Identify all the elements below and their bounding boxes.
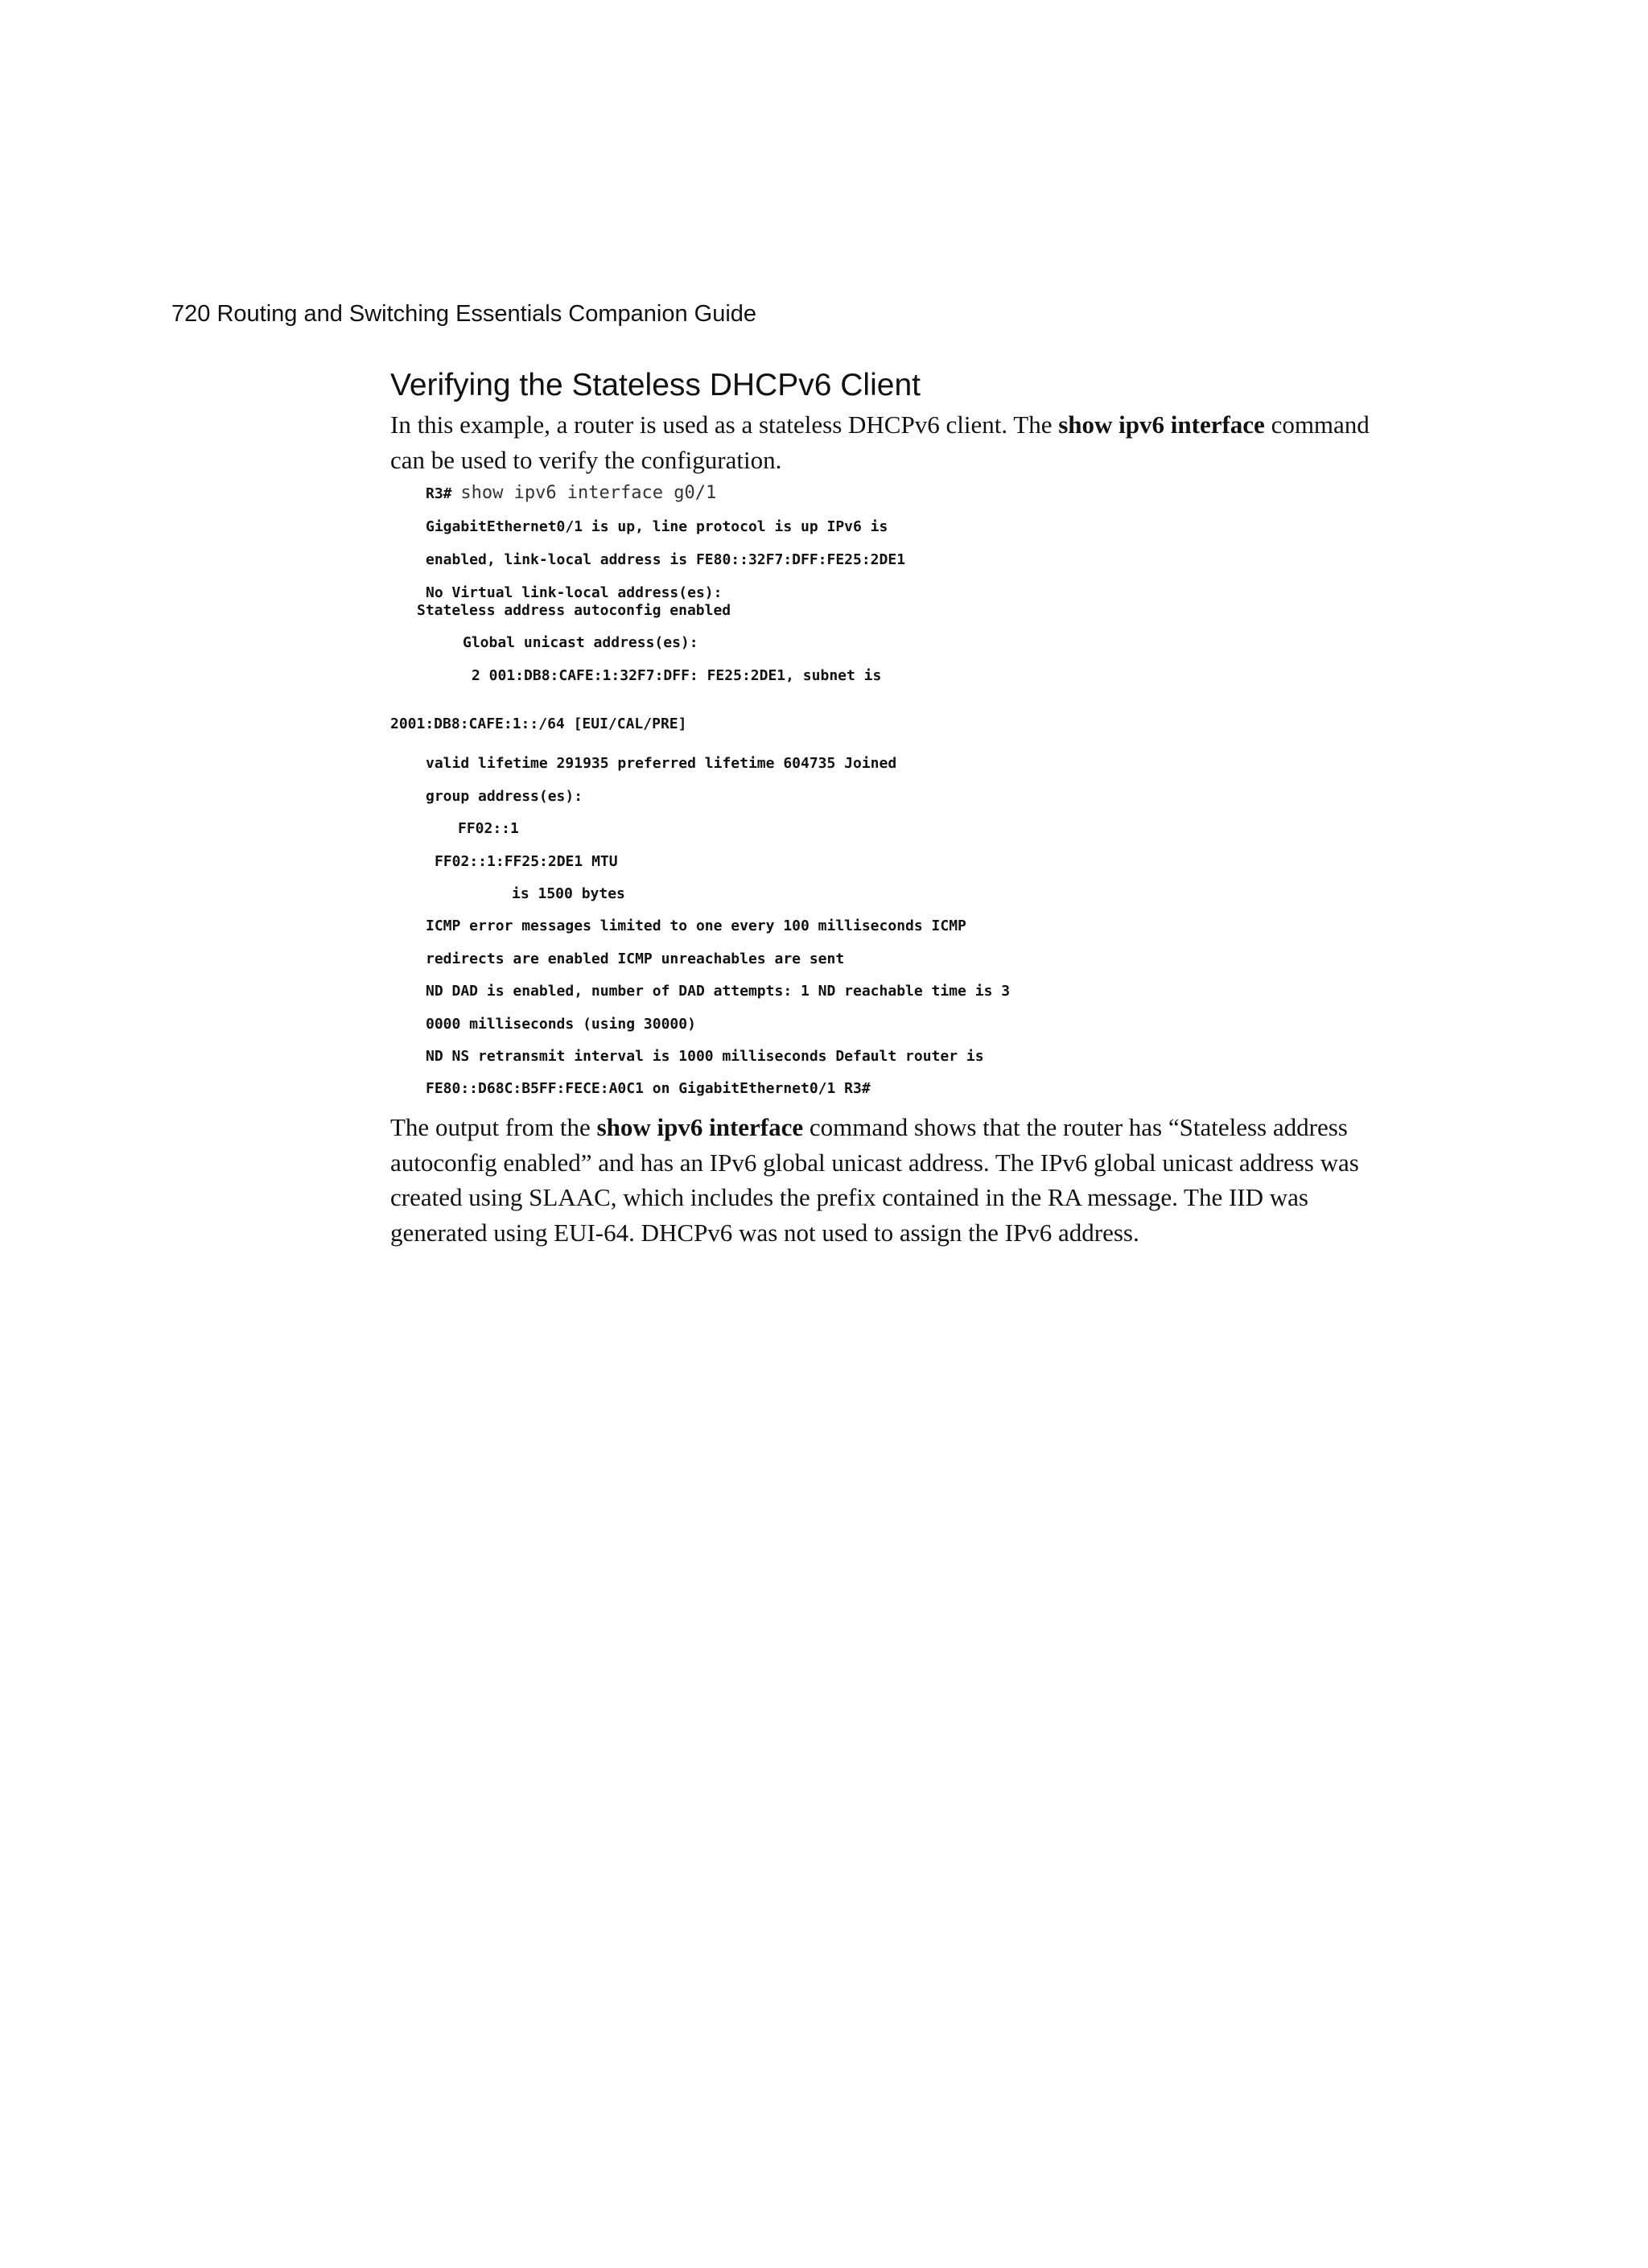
outro-paragraph bbox=[390, 1110, 1404, 1250]
outro-text-before: The output from the bbox=[390, 1113, 597, 1141]
section-heading: Verifying the Stateless DHCPv6 Client bbox=[390, 368, 921, 402]
running-header: 720 Routing and Switching Essentials Companion Guide bbox=[171, 301, 757, 327]
section bbox=[390, 366, 1404, 1250]
cli-output-line: No Virtual link-local address(es): bbox=[426, 584, 723, 601]
cli-command: show ipv6 interface g0/1 bbox=[460, 483, 717, 503]
cli-output-line: FF02::1:FF25:2DE1 MTU bbox=[435, 853, 618, 870]
cli-output-line: group address(es): bbox=[426, 788, 583, 805]
cli-output-line: 2 001:DB8:CAFE:1:32F7:DFF: FE25:2DE1, subnet is bbox=[472, 667, 882, 684]
cli-output-line: redirects are enabled ICMP unreachables are sent bbox=[426, 950, 845, 967]
cli-output-line: 2001:DB8:CAFE:1::/64 [EUI/CAL/PRE] bbox=[390, 715, 687, 732]
cli-output-line: Global unicast address(es): bbox=[463, 634, 698, 651]
cli-output-line: enabled, link-local address is FE80::32F7:DFF:FE25:2DE1 bbox=[426, 551, 906, 568]
outro-command: show ipv6 interface bbox=[596, 1113, 804, 1141]
cli-output-line: valid lifetime 291935 preferred lifetime 604735 Joined bbox=[426, 755, 897, 772]
cli-output-line: FE80::D68C:B5FF:FECE:A0C1 on GigabitEthernet0/1 R3# bbox=[426, 1080, 871, 1097]
cli-output-line: ND NS retransmit interval is 1000 milliseconds Default router is bbox=[426, 1048, 984, 1065]
cli-output-line: Stateless address autoconfig enabled bbox=[417, 602, 731, 619]
cli-output-line: 0000 milliseconds (using 30000) bbox=[426, 1016, 696, 1033]
cli-output-block bbox=[390, 484, 1404, 1110]
intro-text-after: command can be used to verify the configuration. bbox=[390, 410, 1370, 474]
cli-output-line: is 1500 bytes bbox=[512, 885, 625, 902]
cli-prompt-line bbox=[426, 484, 716, 504]
cli-prompt: R3# bbox=[426, 485, 452, 502]
intro-paragraph bbox=[390, 407, 1404, 477]
cli-output-line: GigabitEthernet0/1 is up, line protocol is up IPv6 is bbox=[426, 518, 888, 535]
intro-command: show ipv6 interface bbox=[1058, 410, 1265, 439]
cli-output-line: ND DAD is enabled, number of DAD attempts: 1 ND reachable time is 3 bbox=[426, 983, 1011, 1000]
cli-output-line: ICMP error messages limited to one every 100 milliseconds ICMP bbox=[426, 918, 966, 934]
cli-output-line: FF02::1 bbox=[458, 820, 519, 837]
intro-text-before: In this example, a router is used as a stateless DHCPv6 client. The bbox=[390, 410, 1059, 439]
outro-text-after: command shows that the router has “Stateless address autoconfig enabled” and has an IPv6 global unicast address. The IPv6 global unicast address was created using SLAAC, which includes the prefix contained in the RA message. The IID was generated using EUI-64. DHCPv6 was not used to assign the IPv6 address. bbox=[390, 1113, 1359, 1247]
